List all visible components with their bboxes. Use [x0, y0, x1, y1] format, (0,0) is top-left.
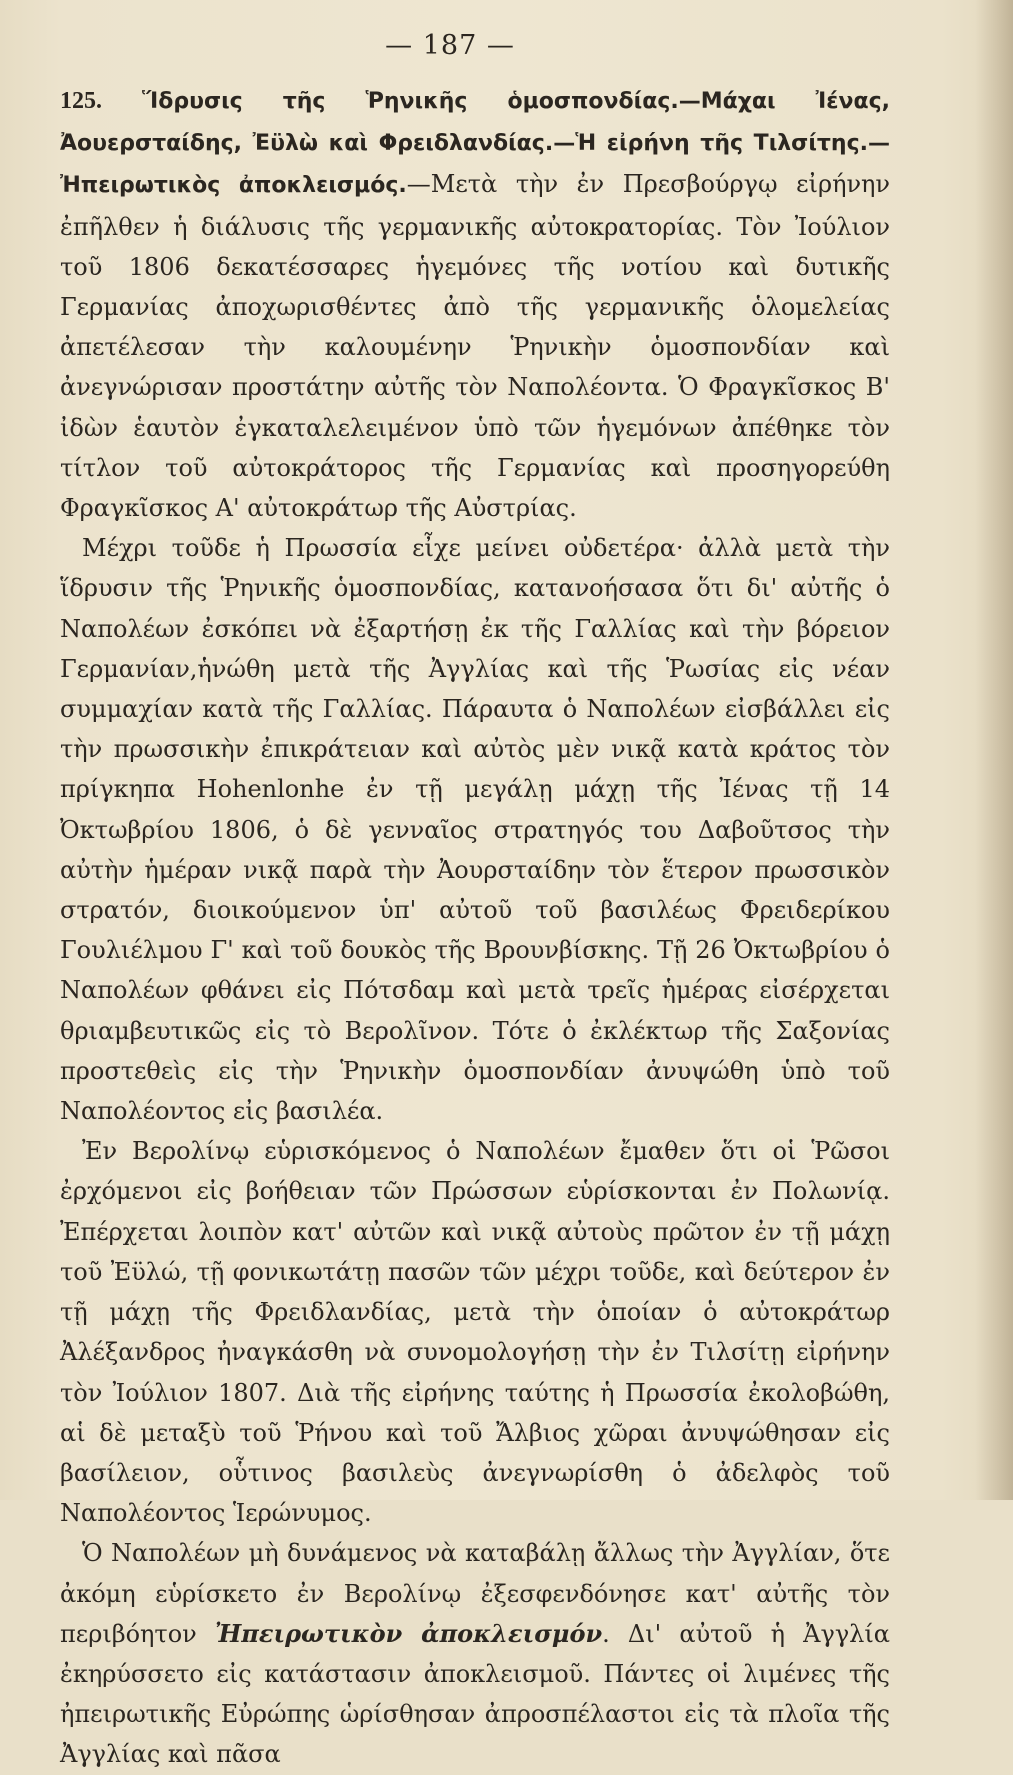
- paragraph-text: —Μετὰ τὴν ἐν Πρεσβούργῳ εἰρήνην ἐπῆλθεν ἡ διάλυσις τῆς γερμανικῆς αὐτοκρατορίας. Τὸν Ἰούλιον τοῦ 1806 δεκατέσσαρες ἡγεμόνες τῆς νοτίου καὶ δυτικῆς Γερμανίας ἀποχωρισθέντες ἀπὸ τῆς γερμανικῆς ὁλομελείας ἀπετέλεσαν τὴν καλουμένην Ῥηνικὴν ὁμοσπονδίαν καὶ ἀνεγνώρισαν προστάτην αὐτῆς τὸν Ναπολέοντα. Ὁ Φραγκῖσκος Β' ἰδὼν ἑαυτὸν ἐγκαταλελειμένον ὑπὸ τῶν ἡγεμόνων ἀπέθηκε τὸν τίτλον τοῦ αὐτοκράτορος τῆς Γερμανίας καὶ προσηγορεύθη Φραγκῖσκος Α' αὐτοκράτωρ τῆς Αὐστρίας.: [60, 170, 891, 523]
- paragraph-text: Μέχρι τοῦδε ἡ Πρωσσία εἶχε μείνει οὐδετέρα· ἀλλὰ μετὰ τὴν ἵδρυσιν τῆς Ῥηνικῆς ὁμοσπονδίας, κατανοήσασα ὅτι δι' αὐτῆς ὁ Ναπολέων ἐσκόπει νὰ ἐξαρτήσῃ ἐκ τῆς Γαλλίας καὶ τὴν βόρειον Γερμανίαν,ἡνώθη μετὰ τῆς Ἀγγλίας καὶ τῆς Ῥωσίας εἰς νέαν συμμαχίαν κατὰ τῆς Γαλλίας. Πάραυτα ὁ Ναπολέων εἰσβάλλει εἰς τὴν πρωσσικὴν ἐπικράτειαν καὶ αὐτὸς μὲν νικᾷ κατὰ κράτος τὸν πρίγκηπα Hohenlonhe ἐν τῇ μεγάλῃ μάχῃ τῆς Ἰένας τῇ 14 Ὀκτωβρίου 1806, ὁ δὲ γενναῖος στρατηγός του Δαβοῦτσος τὴν αὐτὴν ἡμέραν νικᾷ παρὰ τὴν Ἀουρσταίδην τὸν ἕτερον πρωσσικὸν στρατόν, διοικούμενον ὑπ' αὐτοῦ τοῦ βασιλέως Φρειδερίκου Γουλιέλμου Γ' καὶ τοῦ δουκὸς τῆς Βρουνβίσκης. Τῇ 26 Ὀκτωβρίου ὁ Ναπολέων φθάνει εἰς Πότσδαμ καὶ μετὰ τρεῖς ἡμέρας εἰσέρχεται θριαμβευτικῶς εἰς τὸ Βερολῖνον. Τότε ὁ ἐκλέκτωρ τῆς Σαξονίας προστεθεὶς εἰς τὴν Ῥηνικὴν ὁμοσπονδίαν ἀνυψώθη ὑπὸ τοῦ Ναπολέοντος εἰς βασιλέα.: [60, 534, 890, 1126]
- page-gutter-shadow: [975, 0, 1013, 1500]
- paragraph: [60, 528, 890, 1131]
- body-text: [60, 80, 890, 1775]
- paragraph-text: Ὁ Ναπολέων μὴ δυνάμενος νὰ καταβάλῃ ἄλλως τὴν Ἀγγλίαν, ὅτε ἀκόμη εὑρίσκετο ἐν Βερολίνῳ ἐξεσφενδόνησε κατ' αὐτῆς τὸν περιβόητον: [60, 1539, 890, 1648]
- page-number: — 187 —: [385, 30, 515, 61]
- section-heading: Ἵδρυσις τῆς Ῥηνικῆς ὁμοσπονδίας.—Μάχαι Ἰένας, Ἀουερσταίδης, Ἐϋλὼ καὶ Φρειδλανδίας.—Ἡ εἰρήνη τῆς Τιλσίτης.—Ἠπειρωτικὸς ἀποκλεισμός.: [60, 89, 890, 199]
- paragraph: [60, 1533, 890, 1774]
- emphasized-term: Ἠπειρωτικὸν ἀποκλεισμόν: [214, 1618, 603, 1648]
- section-paragraph: [60, 80, 890, 528]
- paragraph-text: Ἐν Βερολίνῳ εὑρισκόμενος ὁ Ναπολέων ἔμαθεν ὅτι οἱ Ῥῶσοι ἐρχόμενοι εἰς βοήθειαν τῶν Πρώσσων εὑρίσκονται ἐν Πολωνίᾳ. Ἐπέρχεται λοιπὸν κατ' αὐτῶν καὶ νικᾷ αὐτοὺς πρῶτον ἐν τῇ μάχῃ τοῦ Ἐϋλώ, τῇ φονικωτάτῃ πασῶν τῶν μέχρι τοῦδε, καὶ δεύτερον ἐν τῇ μάχῃ τῆς Φρειδλανδίας, μετὰ τὴν ὁποίαν ὁ αὐτοκράτωρ Ἀλέξανδρος ἠναγκάσθη νὰ συνομολογήσῃ τὴν ἐν Τιλσίτῃ εἰρήνην τὸν Ἰούλιον 1807. Διὰ τῆς εἰρήνης ταύτης ἡ Πρωσσία ἐκολοβώθη, αἱ δὲ μεταξὺ τοῦ Ῥήνου καὶ τοῦ Ἄλβιος χῶραι ἀνυψώθησαν εἰς βασίλειον, οὗτινος βασιλεὺς ἀνεγνωρίσθη ὁ ἀδελφὸς τοῦ Ναπολέοντος Ἱερώνυμος.: [60, 1137, 890, 1528]
- section-number: 125.: [60, 88, 102, 114]
- paragraph-text: . Δι' αὐτοῦ ἡ Ἀγγλία ἐκηρύσσετο εἰς κατάστασιν ἀποκλεισμοῦ. Πάντες οἱ λιμένες τῆς ἠπειρωτικῆς Εὐρώπης ὡρίσθησαν ἀπροσπέλαστοι εἰς τὰ πλοῖα τῆς Ἀγγλίας καὶ πᾶσα: [60, 1619, 891, 1769]
- paragraph: [60, 1131, 890, 1533]
